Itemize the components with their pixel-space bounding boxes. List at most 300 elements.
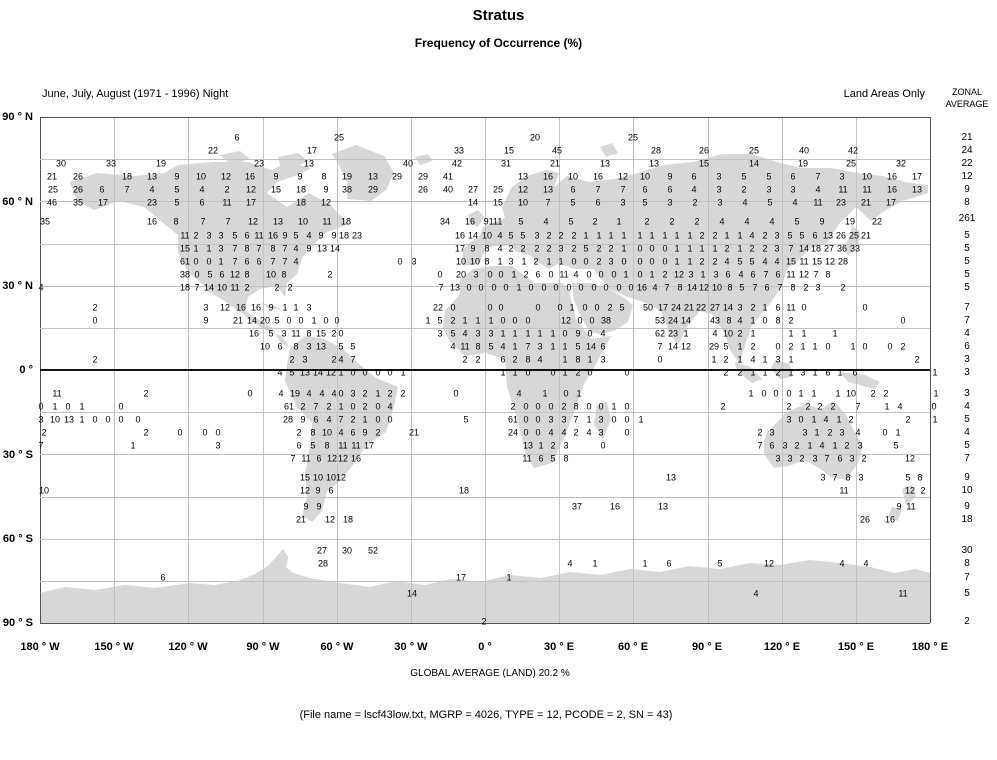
grid-value: 6: [500, 354, 506, 365]
grid-value: 13: [315, 341, 327, 352]
longitude-label: 30 ° E: [543, 641, 575, 653]
grid-value: 16: [542, 171, 554, 182]
grid-value: 5: [893, 440, 899, 451]
zonal-average-value: 4: [964, 328, 970, 339]
coverage-label: Land Areas Only: [843, 88, 925, 100]
grid-value: 4: [586, 427, 592, 438]
grid-value: 1: [762, 354, 768, 365]
grid-value: 16: [464, 216, 476, 227]
grid-value: 12: [335, 472, 347, 483]
grid-value: 2: [224, 184, 230, 195]
grid-value: 5: [463, 414, 469, 425]
grid-value: 3: [775, 453, 781, 464]
grid-value: 4: [277, 367, 283, 378]
grid-value: 4: [293, 256, 299, 267]
grid-value: 2: [561, 401, 567, 412]
grid-value: 5: [767, 197, 773, 208]
grid-value: 0: [563, 388, 569, 399]
grid-value: 2: [350, 414, 356, 425]
grid-value: 6: [825, 367, 831, 378]
grid-value: 4: [774, 256, 780, 267]
grid-value: 5: [766, 171, 772, 182]
grid-value: 1: [933, 388, 939, 399]
grid-value: 2: [274, 282, 280, 293]
grid-value: 2: [571, 243, 577, 254]
zonal-average-value: 12: [961, 171, 973, 182]
grid-value: 1: [674, 243, 680, 254]
grid-value: 0: [798, 414, 804, 425]
zonal-average-value: 4: [964, 427, 970, 438]
grid-value: 1: [608, 230, 614, 241]
grid-value: 4: [749, 230, 755, 241]
grid-value: 0: [589, 315, 595, 326]
grid-value: 2: [481, 616, 487, 627]
longitude-label: 60 ° E: [617, 641, 649, 653]
grid-value: 19: [797, 158, 809, 169]
grid-value: 6: [595, 197, 601, 208]
grid-value: 29: [367, 184, 379, 195]
grid-value: 0: [657, 354, 663, 365]
grid-value: 3: [812, 453, 818, 464]
grid-value: 7: [313, 401, 319, 412]
grid-value: 11: [906, 501, 916, 512]
grid-value: 0: [491, 282, 497, 293]
grid-value: 2: [596, 243, 602, 254]
grid-value: 6: [769, 440, 775, 451]
grid-value: 2: [362, 388, 368, 399]
grid-value: 0: [135, 414, 141, 425]
grid-value: 16: [454, 230, 466, 241]
grid-value: 4: [652, 282, 658, 293]
grid-value: 1: [884, 401, 890, 412]
grid-value: 1: [79, 414, 85, 425]
grid-value: 3: [437, 328, 443, 339]
grid-value: 38: [600, 315, 612, 326]
grid-value: 7: [232, 256, 238, 267]
grid-value: 1: [587, 354, 593, 365]
grid-value: 14: [246, 315, 258, 326]
grid-value: 3: [206, 230, 212, 241]
grid-value: 53: [654, 315, 666, 326]
grid-value: 1: [500, 367, 506, 378]
grid-value: 8: [845, 472, 851, 483]
grid-value: 9: [268, 302, 274, 313]
grid-value: 17: [885, 197, 897, 208]
zonal-average-value: 9: [964, 472, 970, 483]
grid-value: 8: [293, 341, 299, 352]
grid-value: 13: [272, 216, 284, 227]
grid-value: 8: [244, 243, 250, 254]
grid-value: 5: [737, 256, 743, 267]
grid-value: 3: [306, 302, 312, 313]
grid-value: 37: [571, 501, 583, 512]
grid-value: 6: [812, 230, 818, 241]
grid-value: 1: [537, 328, 543, 339]
grid-value: 18: [121, 171, 133, 182]
grid-value: 5: [268, 328, 274, 339]
grid-value: 2: [327, 269, 333, 280]
grid-value: 8: [575, 354, 581, 365]
grid-value: 33: [105, 158, 117, 169]
grid-value: 62: [654, 328, 666, 339]
grid-value: 61: [283, 401, 295, 412]
grid-value: 16: [350, 453, 362, 464]
grid-value: 5: [642, 197, 648, 208]
grid-value: 6: [790, 171, 796, 182]
grid-value: 1: [850, 341, 856, 352]
grid-value: 14: [203, 282, 215, 293]
grid-value: 34: [439, 216, 451, 227]
grid-value: 2: [375, 427, 381, 438]
grid-value: 18: [340, 216, 352, 227]
grid-value: 2: [870, 388, 876, 399]
grid-value: 19: [844, 216, 856, 227]
grid-value: 10: [195, 171, 207, 182]
grid-value: 0: [775, 341, 781, 352]
grid-value: 1: [837, 367, 843, 378]
longitude-label: 60 ° W: [320, 641, 354, 653]
grid-value: 4: [338, 427, 344, 438]
grid-value: 2: [861, 453, 867, 464]
grid-value: 16: [592, 171, 604, 182]
grid-value: 38: [179, 269, 191, 280]
grid-value: 3: [598, 427, 604, 438]
grid-value: 7: [763, 269, 769, 280]
grid-value: 0: [611, 414, 617, 425]
grid-value: 5: [575, 341, 581, 352]
grid-value: 3: [350, 388, 356, 399]
grid-value: 6: [750, 269, 756, 280]
grid-value: 9: [331, 230, 337, 241]
grid-value: 4: [497, 243, 503, 254]
grid-value: 2: [523, 269, 529, 280]
grid-value: 2: [817, 401, 823, 412]
grid-value: 1: [516, 282, 522, 293]
grid-value: 6: [600, 341, 606, 352]
grid-value: 15: [785, 256, 797, 267]
grid-value: 1: [400, 367, 406, 378]
grid-value: 13: [822, 230, 834, 241]
grid-value: 0: [487, 302, 493, 313]
grid-value: 2: [41, 427, 47, 438]
grid-value: 7: [595, 184, 601, 195]
grid-value: 1: [811, 414, 817, 425]
grid-value: 20: [455, 269, 467, 280]
grid-value: 12: [219, 302, 231, 313]
grid-value: 4: [769, 216, 775, 227]
latitude-gridline: [40, 454, 930, 455]
grid-value: 1: [425, 315, 431, 326]
grid-value: 23: [667, 328, 679, 339]
grid-value: 0: [466, 282, 472, 293]
grid-value: 13: [517, 171, 529, 182]
grid-value: 5: [293, 230, 299, 241]
grid-value: 5: [310, 440, 316, 451]
grid-value: 2: [803, 282, 809, 293]
grid-value: 3: [713, 269, 719, 280]
grid-value: 0: [523, 414, 529, 425]
grid-value: 1: [79, 401, 85, 412]
grid-value: 26: [72, 171, 84, 182]
grid-value: 2: [723, 367, 729, 378]
grid-value: 11: [862, 184, 872, 195]
grid-value: 3: [563, 440, 569, 451]
grid-value: 9: [300, 414, 306, 425]
grid-value: 10: [455, 256, 467, 267]
grid-value: 1: [895, 427, 901, 438]
grid-value: 0: [286, 315, 292, 326]
grid-value: 1: [737, 230, 743, 241]
grid-value: 8: [306, 328, 312, 339]
latitude-gridline: [40, 159, 930, 160]
grid-value: 3: [769, 427, 775, 438]
zonal-average-value: 9: [964, 184, 970, 195]
grid-value: 0: [92, 414, 98, 425]
grid-value: 7: [788, 243, 794, 254]
latitude-gridline: [40, 117, 930, 118]
grid-value: 12: [245, 184, 257, 195]
grid-value: 9: [819, 216, 825, 227]
grid-value: 38: [341, 184, 353, 195]
grid-value: 0: [194, 269, 200, 280]
page-subtitle: Frequency of Occurrence (%): [414, 36, 583, 50]
grid-value: 1: [637, 230, 643, 241]
grid-value: 18: [810, 243, 822, 254]
grid-value: 2: [775, 367, 781, 378]
grid-value: 17: [245, 197, 257, 208]
grid-value: 4: [823, 414, 829, 425]
grid-value: 3: [488, 328, 494, 339]
grid-value: 7: [757, 440, 763, 451]
grid-value: 46: [46, 197, 58, 208]
grid-value: 6: [277, 341, 283, 352]
grid-value: 13: [299, 367, 311, 378]
grid-value: 2: [762, 243, 768, 254]
longitude-label: 0 °: [478, 641, 492, 653]
grid-value: 16: [235, 302, 247, 313]
grid-value: 0: [523, 401, 529, 412]
grid-value: 21: [295, 514, 307, 525]
grid-value: 0: [598, 401, 604, 412]
zonal-average-value: 24: [961, 145, 973, 156]
grid-value: 2: [914, 354, 920, 365]
grid-value: 2: [520, 243, 526, 254]
grid-value: 18: [342, 514, 354, 525]
grid-value: 1: [800, 341, 806, 352]
zonal-average-value: 10: [961, 485, 973, 496]
grid-value: 0: [578, 282, 584, 293]
grid-value: 0: [586, 401, 592, 412]
grid-value: 13: [911, 184, 923, 195]
global-average-label: GLOBAL AVERAGE (LAND) 20.2 %: [410, 668, 570, 679]
grid-value: 4: [326, 414, 332, 425]
grid-value: 0: [523, 427, 529, 438]
grid-value: 2: [750, 341, 756, 352]
grid-value: 1: [801, 328, 807, 339]
grid-value: 3: [215, 440, 221, 451]
grid-value: 8: [244, 269, 250, 280]
grid-value: 11: [351, 440, 361, 451]
grid-value: 18: [179, 282, 191, 293]
grid-value: 3: [839, 171, 845, 182]
grid-value: 2: [749, 243, 755, 254]
grid-value: 6: [764, 282, 770, 293]
grid-value: 3: [774, 230, 780, 241]
grid-value: 0: [762, 315, 768, 326]
grid-value: 0: [773, 388, 779, 399]
grid-value: 2: [737, 367, 743, 378]
grid-value: 9: [470, 243, 476, 254]
longitude-label: 90 ° E: [691, 641, 723, 653]
latitude-label: 30 ° N: [2, 280, 33, 292]
grid-value: 4: [306, 388, 312, 399]
grid-value: 5: [568, 216, 574, 227]
grid-value: 17: [455, 572, 467, 583]
grid-value: 36: [836, 243, 848, 254]
grid-value: 3: [508, 256, 514, 267]
zonal-average-value: 5: [964, 588, 970, 599]
grid-value: 32: [895, 158, 907, 169]
zonal-average-value: 7: [964, 572, 970, 583]
grid-value: 6: [160, 572, 166, 583]
grid-value: 0: [649, 256, 655, 267]
grid-value: 25: [627, 132, 639, 143]
grid-value: 0: [624, 427, 630, 438]
grid-value: 1: [683, 328, 689, 339]
grid-value: 14: [467, 197, 479, 208]
grid-value: 8: [270, 243, 276, 254]
grid-value: 0: [603, 282, 609, 293]
grid-value: 3: [716, 184, 722, 195]
grid-value: 1: [638, 414, 644, 425]
grid-value: 6: [313, 414, 319, 425]
grid-value: 4: [897, 401, 903, 412]
grid-value: 8: [484, 256, 490, 267]
grid-value: 4: [815, 184, 821, 195]
grid-value: 3: [473, 269, 479, 280]
grid-value: 3: [537, 341, 543, 352]
longitude-label: 180 ° W: [20, 641, 60, 653]
grid-value: 3: [302, 354, 308, 365]
grid-value: 12: [517, 184, 529, 195]
grid-value: 1: [687, 256, 693, 267]
grid-value: 3: [600, 354, 606, 365]
grid-value: 1: [836, 414, 842, 425]
grid-value: 5: [450, 328, 456, 339]
grid-value: 4: [738, 269, 744, 280]
grid-value: 22: [695, 302, 707, 313]
grid-value: 1: [748, 388, 754, 399]
grid-value: 6: [316, 453, 322, 464]
grid-value: 12: [698, 282, 710, 293]
grid-value: 9: [575, 328, 581, 339]
grid-value: 1: [462, 315, 468, 326]
grid-value: 3: [598, 414, 604, 425]
grid-value: 5: [741, 171, 747, 182]
grid-value: 8: [825, 269, 831, 280]
grid-value: 2: [533, 256, 539, 267]
grid-value: 0: [323, 315, 329, 326]
grid-value: 3: [790, 184, 796, 195]
grid-value: 0: [628, 282, 634, 293]
grid-value: 3: [218, 230, 224, 241]
grid-value: 1: [206, 243, 212, 254]
grid-value: 2: [905, 414, 911, 425]
grid-value: 33: [453, 145, 465, 156]
grid-value: 6: [775, 269, 781, 280]
grid-value: 13: [657, 501, 669, 512]
grid-value: 0: [624, 367, 630, 378]
grid-value: 30: [55, 158, 67, 169]
grid-value: 1: [193, 243, 199, 254]
latitude-label: 30 ° S: [2, 449, 33, 461]
grid-value: 8: [281, 269, 287, 280]
grid-value: 24: [507, 427, 519, 438]
grid-value: 0: [801, 302, 807, 313]
grid-value: 1: [812, 341, 818, 352]
grid-value: 5: [437, 315, 443, 326]
grid-value: 9: [667, 171, 673, 182]
grid-value: 14: [722, 302, 734, 313]
grid-value: 13: [146, 171, 158, 182]
grid-value: 5: [799, 230, 805, 241]
grid-value: 3: [561, 414, 567, 425]
grid-value: 0: [193, 256, 199, 267]
grid-value: 5: [488, 341, 494, 352]
zonal-average-value: 22: [961, 158, 973, 169]
grid-value: 7: [350, 354, 356, 365]
longitude-gridline: [930, 117, 931, 623]
grid-value: 1: [362, 414, 368, 425]
grid-value: 0: [548, 401, 554, 412]
grid-value: 16: [884, 514, 896, 525]
grid-value: 1: [788, 367, 794, 378]
grid-value: 11: [254, 230, 264, 241]
grid-value: 9111: [483, 216, 503, 227]
grid-value: 1: [832, 440, 838, 451]
grid-value: 8: [775, 315, 781, 326]
zonal-average-value: 3: [964, 367, 970, 378]
grid-value: 2: [844, 440, 850, 451]
grid-value: 22: [871, 216, 883, 227]
grid-value: 1: [700, 269, 706, 280]
grid-value: 0: [862, 341, 868, 352]
grid-value: 0: [362, 367, 368, 378]
grid-value: 1: [52, 401, 58, 412]
grid-value: 2: [788, 315, 794, 326]
grid-value: 15: [315, 328, 327, 339]
grid-value: 2: [712, 230, 718, 241]
grid-value: 5: [583, 243, 589, 254]
grid-value: 1: [807, 440, 813, 451]
grid-value: 2: [608, 243, 614, 254]
zonal-average-value: 2: [964, 616, 970, 627]
grid-value: 6: [725, 269, 731, 280]
grid-value: 4: [724, 256, 730, 267]
grid-value: 2: [692, 197, 698, 208]
grid-value: 11: [301, 453, 311, 464]
grid-value: 4: [278, 388, 284, 399]
grid-value: 0: [548, 269, 554, 280]
grid-value: 5: [550, 453, 556, 464]
grid-value: 1: [932, 367, 938, 378]
grid-value: 4: [567, 558, 573, 569]
grid-value: 7: [545, 197, 551, 208]
grid-value: 12: [680, 341, 692, 352]
grid-value: 4: [537, 354, 543, 365]
grid-value: 6: [691, 171, 697, 182]
grid-value: 2: [827, 427, 833, 438]
